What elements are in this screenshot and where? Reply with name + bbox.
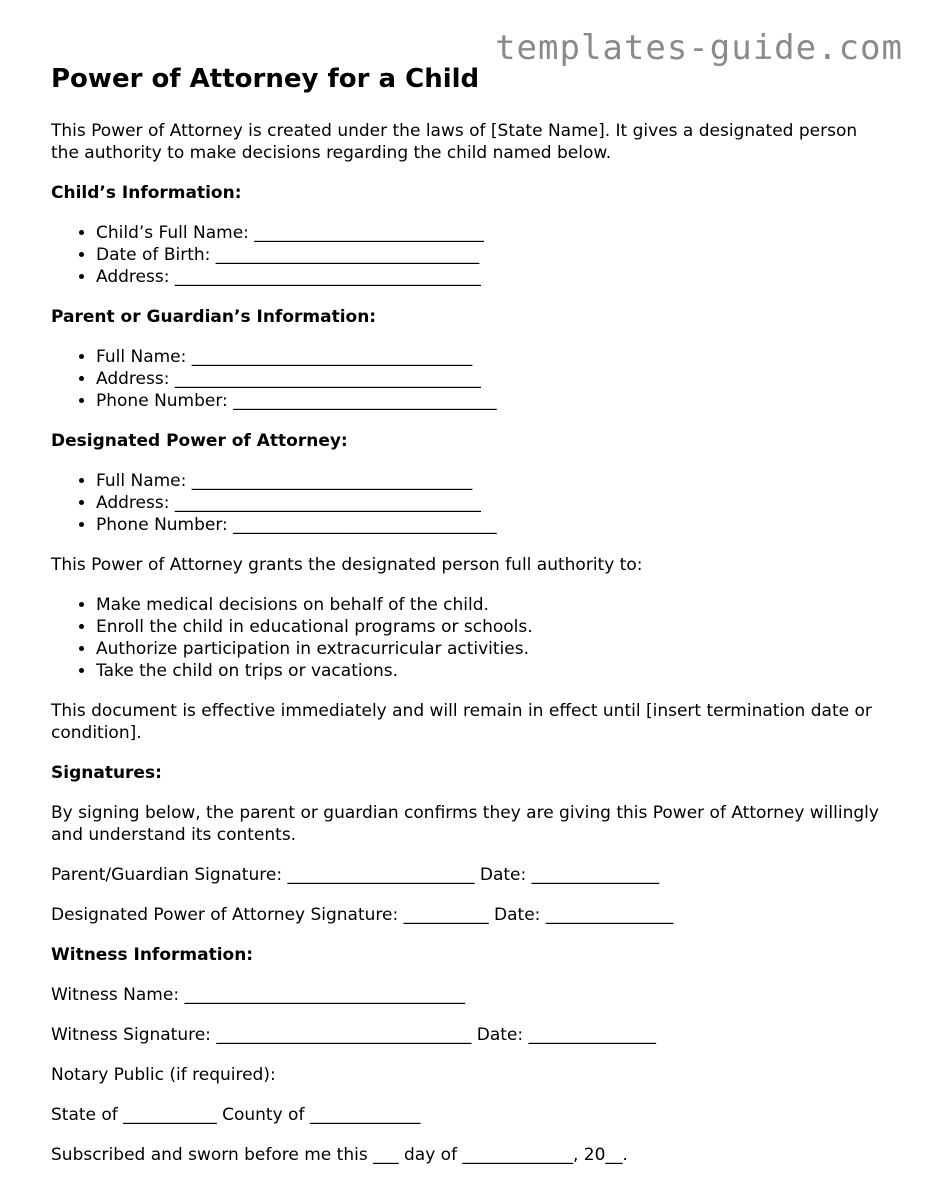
parent-phone-field: • Phone Number: _______________________________ bbox=[96, 390, 881, 412]
grant-item: • Authorize participation in extracurricular activities. bbox=[96, 638, 881, 660]
grants-list bbox=[51, 594, 881, 682]
parent-signature-line: Parent/Guardian Signature: ______________________ Date: _______________ bbox=[51, 865, 660, 885]
child-info-heading: Child’s Information: bbox=[51, 183, 242, 203]
state-county-line: State of ___________ County of _____________ bbox=[51, 1105, 421, 1125]
attorney-info-heading: Designated Power of Attorney: bbox=[51, 431, 348, 451]
notary-label: Notary Public (if required): bbox=[51, 1065, 276, 1085]
grant-item: • Enroll the child in educational programs or schools. bbox=[96, 616, 881, 638]
child-dob-field: • Date of Birth: _______________________________ bbox=[96, 244, 881, 266]
sworn-line: Subscribed and sworn before me this ___ day of _____________, 20__. bbox=[51, 1145, 628, 1165]
witness-heading: Witness Information: bbox=[51, 945, 254, 965]
intro-paragraph: This Power of Attorney is created under the laws of [State Name]. It gives a designated person the authority to make decisions regarding the child named below. bbox=[51, 121, 858, 163]
witness-name-line: Witness Name: _________________________________ bbox=[51, 985, 465, 1005]
grants-intro: This Power of Attorney grants the designated person full authority to: bbox=[51, 555, 643, 575]
child-full-name-field: • Child’s Full Name: ___________________________ bbox=[96, 222, 881, 244]
child-address-field: • Address: ____________________________________ bbox=[96, 266, 881, 288]
watermark: templates-guide.com bbox=[495, 28, 903, 68]
attorney-signature-line: Designated Power of Attorney Signature: __________ Date: _______________ bbox=[51, 905, 674, 925]
parent-info-heading: Parent or Guardian’s Information: bbox=[51, 307, 377, 327]
parent-address-field: • Address: ____________________________________ bbox=[96, 368, 881, 390]
effective-paragraph: This document is effective immediately and will remain in effect until [insert termination date or condition]. bbox=[51, 701, 872, 743]
grant-item: • Make medical decisions on behalf of the child. bbox=[96, 594, 881, 616]
document bbox=[51, 62, 881, 1184]
parent-info-list bbox=[51, 346, 881, 412]
witness-signature-line: Witness Signature: ______________________________ Date: _______________ bbox=[51, 1025, 656, 1045]
document-title: Power of Attorney for a Child bbox=[51, 64, 480, 94]
attorney-info-list bbox=[51, 470, 881, 536]
signatures-intro: By signing below, the parent or guardian confirms they are giving this Power of Attorney willingly and understand its contents. bbox=[51, 803, 879, 845]
attorney-phone-field: • Phone Number: _______________________________ bbox=[96, 514, 881, 536]
attorney-full-name-field: • Full Name: _________________________________ bbox=[96, 470, 881, 492]
child-info-list bbox=[51, 222, 881, 288]
attorney-address-field: • Address: ____________________________________ bbox=[96, 492, 881, 514]
signatures-heading: Signatures: bbox=[51, 763, 162, 783]
parent-full-name-field: • Full Name: _________________________________ bbox=[96, 346, 881, 368]
grant-item: • Take the child on trips or vacations. bbox=[96, 660, 881, 682]
